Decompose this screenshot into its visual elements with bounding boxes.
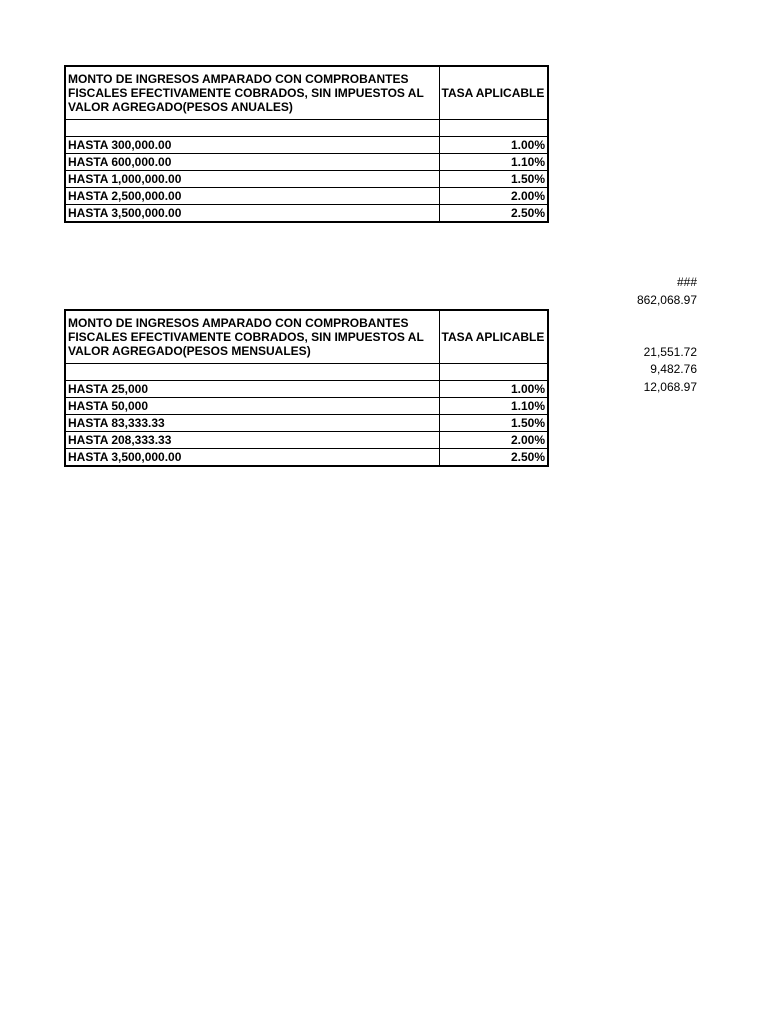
amount-cell: HASTA 25,000 [65,381,439,398]
table-row [65,381,548,398]
blank-cell [439,364,548,381]
rate-cell: 2.50% [439,205,548,223]
rate-cell: 2.50% [439,449,548,467]
amount-cell: HASTA 3,500,000.00 [65,449,439,467]
blank-cell [439,120,548,137]
total-value: 862,068.97 [636,293,697,307]
table-header-row [65,310,548,364]
blank-cell [65,364,439,381]
annual-rate-table [64,65,549,223]
table-row [65,398,548,415]
rate-cell: 2.00% [439,432,548,449]
header-rate-annual: TASA APLICABLE [439,66,548,120]
table-row [65,415,548,432]
header-rate-monthly: TASA APLICABLE [439,310,548,364]
amount-cell: HASTA 208,333.33 [65,432,439,449]
table-row [65,188,548,205]
table-row [65,449,548,467]
table-row [65,137,548,154]
blank-cell [65,120,439,137]
table-blank-row [65,364,548,381]
table-row [65,432,548,449]
amount-cell: HASTA 300,000.00 [65,137,439,154]
amount-cell: HASTA 50,000 [65,398,439,415]
header-amount-monthly: MONTO DE INGRESOS AMPARADO CON COMPROBANTES FISCALES EFECTIVAMENTE COBRADOS, SIN IMPUESTOS AL VALOR AGREGADO(PESOS MENSUALES) [65,310,439,364]
rate-cell: 1.50% [439,415,548,432]
rate-cell: 1.00% [439,381,548,398]
monthly-rate-table [64,309,549,467]
header-amount-annual: MONTO DE INGRESOS AMPARADO CON COMPROBANTES FISCALES EFECTIVAMENTE COBRADOS, SIN IMPUESTOS AL VALOR AGREGADO(PESOS ANUALES) [65,66,439,120]
table-row [65,154,548,171]
rate-cell: 2.00% [439,188,548,205]
table-row [65,205,548,223]
overflow-marker: ### [676,275,697,289]
side-value-3: 12,068.97 [643,380,697,394]
rate-cell: 1.50% [439,171,548,188]
side-value-1: 21,551.72 [643,345,697,359]
amount-cell: HASTA 600,000.00 [65,154,439,171]
rate-cell: 1.10% [439,398,548,415]
rate-cell: 1.00% [439,137,548,154]
side-value-2: 9,482.76 [650,362,697,376]
amount-cell: HASTA 1,000,000.00 [65,171,439,188]
amount-cell: HASTA 2,500,000.00 [65,188,439,205]
table-header-row [65,66,548,120]
amount-cell: HASTA 3,500,000.00 [65,205,439,223]
rate-cell: 1.10% [439,154,548,171]
amount-cell: HASTA 83,333.33 [65,415,439,432]
table-blank-row [65,120,548,137]
table-row [65,171,548,188]
